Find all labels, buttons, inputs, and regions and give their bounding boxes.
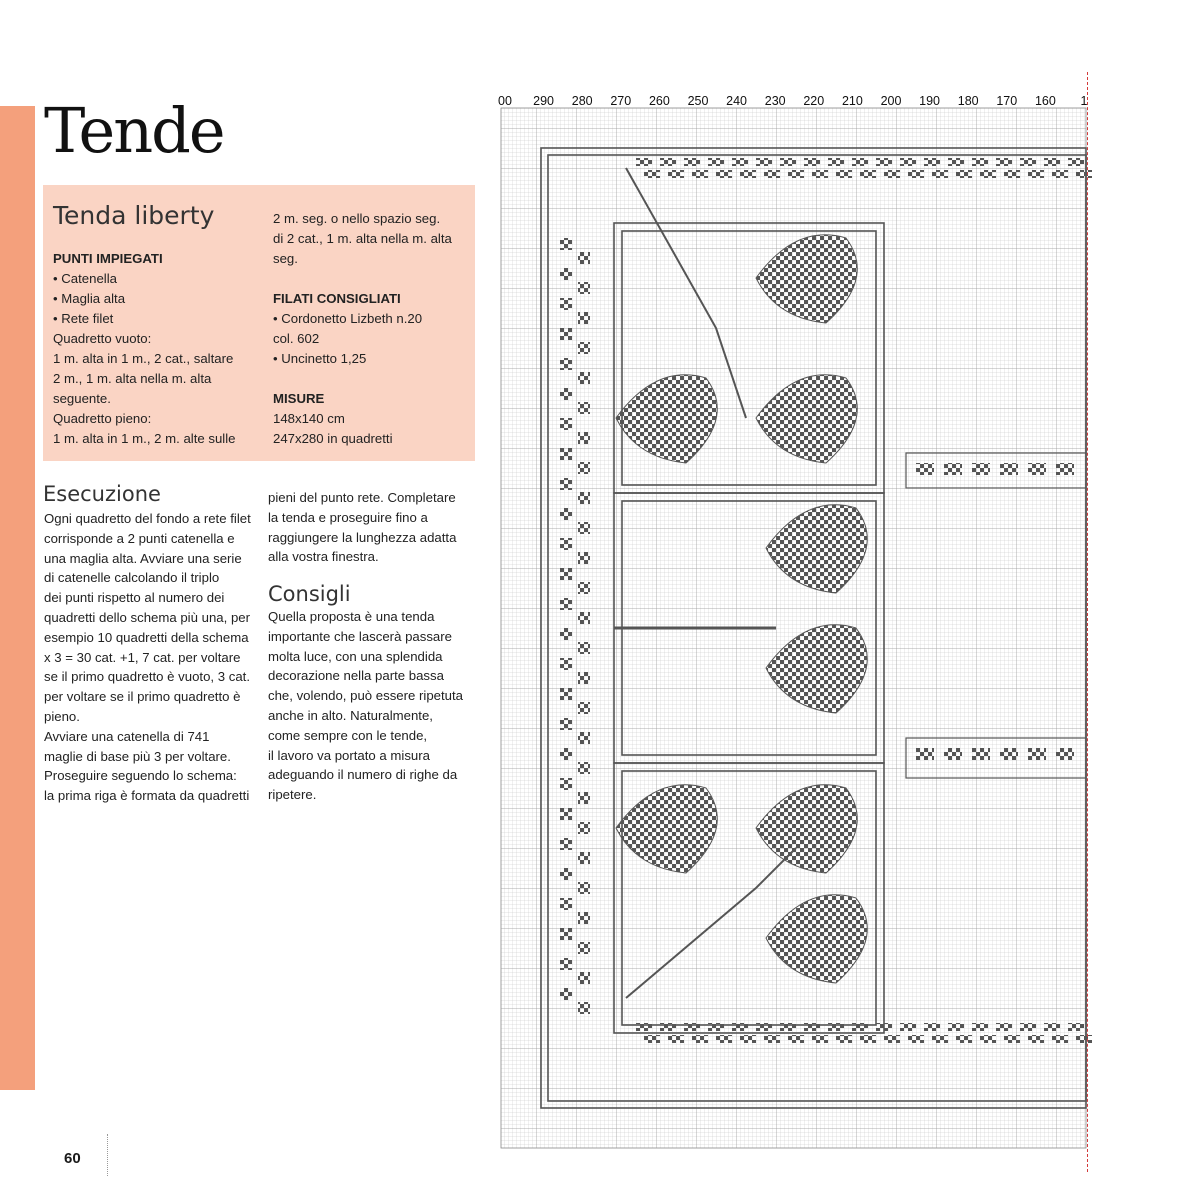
- band-motif: [636, 1023, 652, 1031]
- text-line: dei punti rispetto al numero dei: [44, 590, 225, 606]
- side-motif: [560, 988, 572, 1000]
- filati-heading: FILATI CONSIGLIATI: [273, 291, 401, 306]
- misure-line: 247x280 in quadretti: [273, 431, 393, 446]
- side-motif: [560, 508, 572, 520]
- column-label: 00: [498, 94, 512, 108]
- band-motif: [708, 158, 724, 166]
- text-line: il lavoro va portato a misura: [268, 747, 430, 763]
- band-motif: [1004, 1035, 1020, 1043]
- page-number: 60: [64, 1150, 81, 1167]
- band-motif: [1052, 1035, 1068, 1043]
- band-motif: [948, 158, 964, 166]
- pieno-line: 2 m. seg. o nello spazio seg.: [273, 211, 441, 226]
- band-motif: [644, 1035, 660, 1043]
- right-band-motif: [1000, 463, 1018, 475]
- text-line: Quella proposta è una tenda: [268, 609, 435, 624]
- side-motif: [560, 808, 572, 820]
- text-line: anche in alto. Naturalmente,: [268, 707, 433, 723]
- band-motif: [828, 1023, 844, 1031]
- band-motif: [756, 1023, 772, 1031]
- side-color-band: [0, 106, 35, 1090]
- side-motif: [578, 792, 590, 804]
- band-motif: [708, 1023, 724, 1031]
- band-motif: [956, 1035, 972, 1043]
- column-label: 220: [803, 94, 825, 108]
- side-motif: [578, 942, 590, 954]
- band-motif: [804, 1023, 820, 1031]
- side-motif: [578, 312, 590, 324]
- band-motif: [932, 170, 948, 178]
- side-motif: [578, 672, 590, 684]
- band-motif: [1020, 158, 1036, 166]
- band-motif: [996, 158, 1012, 166]
- filati-line: col. 602: [273, 331, 320, 346]
- page-title: Tende: [44, 94, 224, 167]
- right-band-motif: [944, 463, 962, 475]
- band-motif: [692, 170, 708, 178]
- column-label: 1: [1080, 94, 1088, 108]
- column-label: 250: [687, 94, 709, 108]
- side-motif: [560, 778, 572, 790]
- band-motif: [1044, 1023, 1060, 1031]
- text-line: raggiungere la lunghezza adatta: [268, 529, 457, 545]
- band-motif: [740, 170, 756, 178]
- side-motif: [560, 958, 572, 970]
- side-motif: [578, 612, 590, 624]
- column-label: 190: [919, 94, 941, 108]
- side-motif: [560, 478, 572, 490]
- band-motif: [804, 158, 820, 166]
- text-line: importante che lascerà passare: [268, 628, 452, 644]
- side-motif: [578, 462, 590, 474]
- band-motif: [1068, 1023, 1084, 1031]
- text-line: una maglia alta. Avviare una serie: [44, 550, 242, 566]
- text-line: la tenda e proseguire fino a: [268, 509, 428, 525]
- band-motif: [980, 1035, 996, 1043]
- text-line: quadretti dello schema più una, per: [44, 609, 251, 625]
- text-line: Ogni quadretto del fondo a rete filet: [44, 511, 251, 526]
- band-motif: [852, 1023, 868, 1031]
- side-motif: [560, 718, 572, 730]
- column-label: 280: [571, 94, 593, 108]
- punti-item: • Catenella: [53, 271, 117, 286]
- band-motif: [948, 1023, 964, 1031]
- band-motif: [684, 158, 700, 166]
- text-line: se il primo quadretto è vuoto, 3 cat.: [44, 669, 250, 685]
- side-motif: [578, 522, 590, 534]
- column-label: 260: [648, 94, 670, 108]
- side-motif: [578, 492, 590, 504]
- band-motif: [1076, 170, 1092, 178]
- text-line: corrisponde a 2 punti catenella e: [44, 530, 235, 546]
- right-band-motif: [916, 748, 934, 760]
- esecuzione-text-col2: [268, 488, 478, 567]
- band-motif: [1076, 1035, 1092, 1043]
- consigli-title: Consigli: [268, 582, 351, 606]
- band-motif: [900, 1023, 916, 1031]
- text-line: Avviare una catenella di 741: [44, 728, 210, 744]
- text-line: come sempre con le tende,: [268, 727, 428, 743]
- band-motif: [1068, 158, 1084, 166]
- band-motif: [668, 170, 684, 178]
- side-motif: [578, 762, 590, 774]
- side-motif: [560, 298, 572, 310]
- side-motif: [560, 358, 572, 370]
- right-band-motif: [1056, 463, 1074, 475]
- vuoto-line: 1 m. alta in 1 m., 2 cat., saltare: [53, 351, 234, 366]
- side-motif: [578, 372, 590, 384]
- pieno-label: Quadretto pieno:: [53, 411, 152, 426]
- band-motif: [924, 1023, 940, 1031]
- band-motif: [860, 170, 876, 178]
- vuoto-line: 2 m., 1 m. alta nella m. alta: [53, 371, 212, 386]
- band-motif: [900, 158, 916, 166]
- misure-heading: MISURE: [273, 391, 325, 406]
- band-motif: [660, 1023, 676, 1031]
- band-motif: [788, 1035, 804, 1043]
- info-box: [43, 185, 475, 461]
- side-motif: [560, 268, 572, 280]
- band-motif: [956, 170, 972, 178]
- side-motif: [560, 328, 572, 340]
- right-band-motif: [972, 748, 990, 760]
- text-line: maglie di base più 3 per voltare.: [44, 748, 231, 764]
- right-band-motif: [972, 463, 990, 475]
- punti-item: • Maglia alta: [53, 291, 126, 306]
- band-motif: [636, 158, 652, 166]
- band-motif: [1028, 170, 1044, 178]
- text-line: esempio 10 quadretti della schema: [44, 629, 249, 645]
- column-label: 210: [841, 94, 863, 108]
- text-line: di catenelle calcolando il triplo: [44, 570, 220, 586]
- band-motif: [732, 1023, 748, 1031]
- text-line: Proseguire seguendo lo schema:: [44, 768, 237, 784]
- band-motif: [660, 158, 676, 166]
- right-band-motif: [916, 463, 934, 475]
- text-line: pieni del punto rete. Completare: [268, 490, 456, 505]
- band-motif: [812, 170, 828, 178]
- band-motif: [756, 158, 772, 166]
- filati-line: • Uncinetto 1,25: [273, 351, 367, 366]
- band-motif: [980, 170, 996, 178]
- band-motif: [876, 1023, 892, 1031]
- band-motif: [1028, 1035, 1044, 1043]
- band-motif: [924, 158, 940, 166]
- side-motif: [578, 852, 590, 864]
- side-motif: [560, 598, 572, 610]
- text-line: che, volendo, può essere ripetuta: [268, 688, 464, 704]
- page-divider: [107, 1134, 108, 1176]
- band-motif: [780, 1023, 796, 1031]
- side-motif: [560, 448, 572, 460]
- text-line: per voltare se il primo quadretto è: [44, 689, 241, 705]
- side-motif: [560, 688, 572, 700]
- side-motif: [578, 732, 590, 744]
- right-band-motif: [1028, 463, 1046, 475]
- band-motif: [716, 1035, 732, 1043]
- side-motif: [560, 418, 572, 430]
- band-motif: [1004, 170, 1020, 178]
- text-line: pieno.: [44, 708, 80, 724]
- band-motif: [764, 170, 780, 178]
- column-label: 290: [533, 94, 555, 108]
- side-motif: [560, 628, 572, 640]
- side-motif: [560, 868, 572, 880]
- band-motif: [932, 1035, 948, 1043]
- filet-chart: [496, 88, 1096, 1150]
- band-motif: [692, 1035, 708, 1043]
- side-motif: [578, 552, 590, 564]
- side-motif: [560, 838, 572, 850]
- vuoto-label: Quadretto vuoto:: [53, 331, 152, 346]
- band-motif: [828, 158, 844, 166]
- side-motif: [578, 432, 590, 444]
- band-motif: [812, 1035, 828, 1043]
- band-motif: [788, 170, 804, 178]
- info-column-right: [273, 209, 473, 449]
- side-motif: [560, 568, 572, 580]
- vuoto-line: seguente.: [53, 391, 111, 406]
- side-motif: [578, 702, 590, 714]
- band-motif: [1044, 158, 1060, 166]
- cut-line: [1087, 72, 1088, 1172]
- band-motif: [764, 1035, 780, 1043]
- filet-chart-svg: [496, 88, 1096, 1150]
- band-motif: [852, 158, 868, 166]
- info-column-left: [53, 249, 263, 449]
- side-motif: [560, 928, 572, 940]
- band-motif: [836, 170, 852, 178]
- side-motif: [578, 882, 590, 894]
- column-labels: [498, 94, 1087, 108]
- text-line: ripetere.: [268, 787, 317, 803]
- band-motif: [876, 158, 892, 166]
- filati-line: • Cordonetto Lizbeth n.20: [273, 311, 423, 326]
- column-label: 180: [957, 94, 979, 108]
- side-motif: [578, 1002, 590, 1014]
- consigli-text: [268, 607, 480, 805]
- column-label: 270: [610, 94, 632, 108]
- side-motif: [578, 642, 590, 654]
- side-motif: [578, 342, 590, 354]
- band-motif: [972, 1023, 988, 1031]
- misure-line: 148x140 cm: [273, 411, 345, 426]
- column-label: 230: [764, 94, 786, 108]
- column-label: 240: [726, 94, 748, 108]
- band-motif: [908, 170, 924, 178]
- column-label: 160: [1034, 94, 1056, 108]
- pieno-line: 1 m. alta in 1 m., 2 m. alte sulle: [53, 431, 236, 446]
- band-motif: [740, 1035, 756, 1043]
- band-motif: [884, 170, 900, 178]
- side-motif: [578, 822, 590, 834]
- side-motif: [578, 972, 590, 984]
- side-motif: [560, 238, 572, 250]
- band-motif: [996, 1023, 1012, 1031]
- column-label: 200: [880, 94, 902, 108]
- text-line: la prima riga è formata da quadretti: [44, 788, 250, 804]
- right-band-motif: [1000, 748, 1018, 760]
- side-motif: [560, 388, 572, 400]
- side-motif: [578, 912, 590, 924]
- side-motif: [578, 582, 590, 594]
- text-line: molta luce, con una splendida: [268, 648, 443, 664]
- pieno-line: di 2 cat., 1 m. alta nella m. alta: [273, 231, 452, 246]
- punti-item: • Rete filet: [53, 311, 114, 326]
- text-line: adeguando il numero di righe da: [268, 767, 458, 783]
- band-motif: [860, 1035, 876, 1043]
- side-motif: [560, 748, 572, 760]
- side-motif: [578, 252, 590, 264]
- band-motif: [836, 1035, 852, 1043]
- band-motif: [1052, 170, 1068, 178]
- column-label: 170: [996, 94, 1018, 108]
- right-band-motif: [944, 748, 962, 760]
- esecuzione-text-col1: [44, 509, 259, 806]
- text-line: alla vostra finestra.: [268, 549, 379, 565]
- text-line: decorazione nella parte bassa: [268, 668, 444, 684]
- punti-heading: PUNTI IMPIEGATI: [53, 251, 163, 266]
- band-motif: [884, 1035, 900, 1043]
- text-line: x 3 = 30 cat. +1, 7 cat. per voltare: [44, 649, 241, 665]
- side-motif: [560, 658, 572, 670]
- side-motif: [578, 282, 590, 294]
- info-box-title: Tenda liberty: [53, 201, 215, 230]
- band-motif: [684, 1023, 700, 1031]
- band-motif: [1020, 1023, 1036, 1031]
- right-band-motif: [1028, 748, 1046, 760]
- side-motif: [560, 538, 572, 550]
- band-motif: [668, 1035, 684, 1043]
- band-motif: [732, 158, 748, 166]
- band-motif: [908, 1035, 924, 1043]
- band-motif: [644, 170, 660, 178]
- side-motif: [578, 402, 590, 414]
- band-motif: [972, 158, 988, 166]
- band-motif: [780, 158, 796, 166]
- side-motif: [560, 898, 572, 910]
- esecuzione-title: Esecuzione: [43, 482, 161, 506]
- pieno-line: seg.: [273, 251, 298, 266]
- right-band-motif: [1056, 748, 1074, 760]
- band-motif: [716, 170, 732, 178]
